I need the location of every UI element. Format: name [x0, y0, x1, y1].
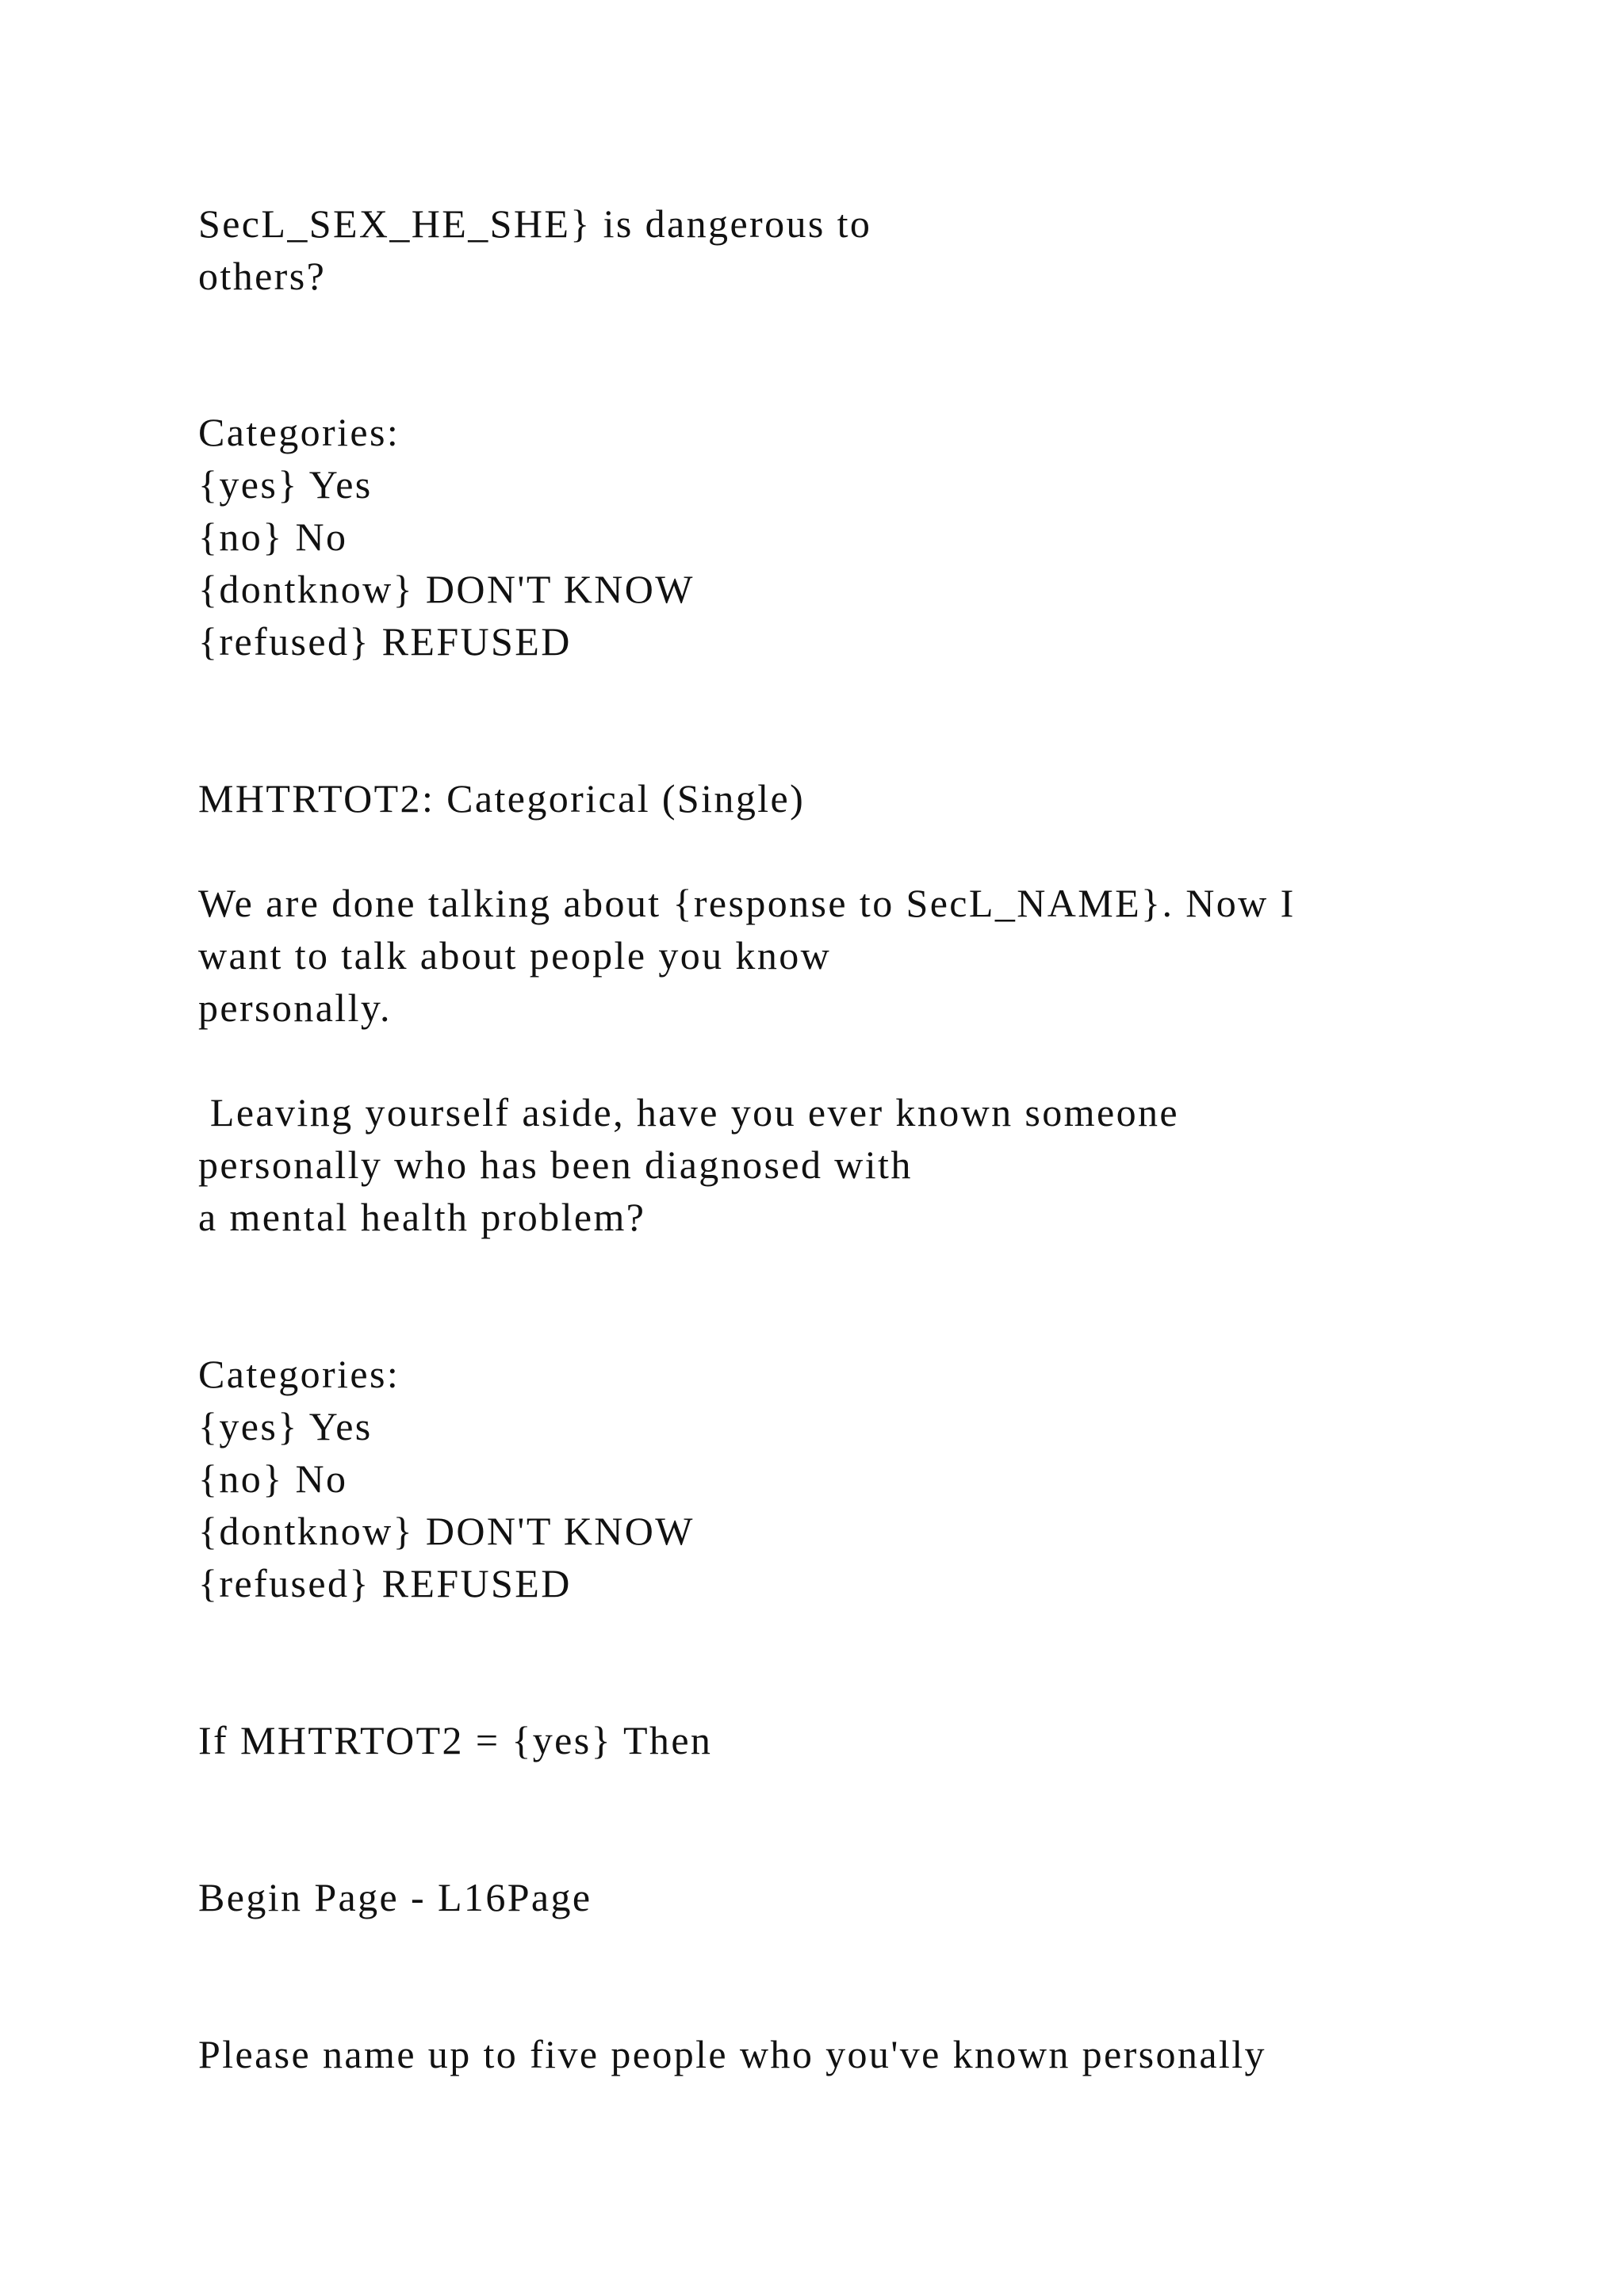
category-option: {dontknow} DON'T KNOW	[198, 567, 695, 611]
begin-page-line: Begin Page - L16Page	[198, 1875, 592, 1919]
category-option: {refused} REFUSED	[198, 619, 572, 664]
question-text-line: SecL_SEX_HE_SHE} is dangerous to	[198, 201, 872, 246]
intro-text-line: personally.	[198, 985, 392, 1030]
question-text-line: Leaving yourself aside, have you ever known someone	[198, 1090, 1179, 1135]
category-option: {yes} Yes	[198, 462, 373, 507]
categories-heading: Categories:	[198, 410, 400, 454]
question-text-line: a mental health problem?	[198, 1195, 646, 1239]
question-header: MHTRTOT2: Categorical (Single)	[198, 776, 806, 821]
prompt-line: Please name up to five people who you've known personally	[198, 2032, 1266, 2076]
intro-text-line: want to talk about people you know	[198, 933, 832, 978]
category-option: {no} No	[198, 1456, 348, 1501]
question-text-line: personally who has been diagnosed with	[198, 1142, 913, 1187]
category-option: {no} No	[198, 515, 348, 559]
category-option: {refused} REFUSED	[198, 1561, 572, 1605]
condition-line: If MHTRTOT2 = {yes} Then	[198, 1718, 713, 1762]
category-option: {yes} Yes	[198, 1404, 373, 1448]
intro-text-line: We are done talking about {response to SecL_NAME}. Now I	[198, 881, 1296, 925]
question-text-line: others?	[198, 254, 327, 298]
category-option: {dontknow} DON'T KNOW	[198, 1509, 695, 1553]
categories-heading: Categories:	[198, 1352, 400, 1396]
